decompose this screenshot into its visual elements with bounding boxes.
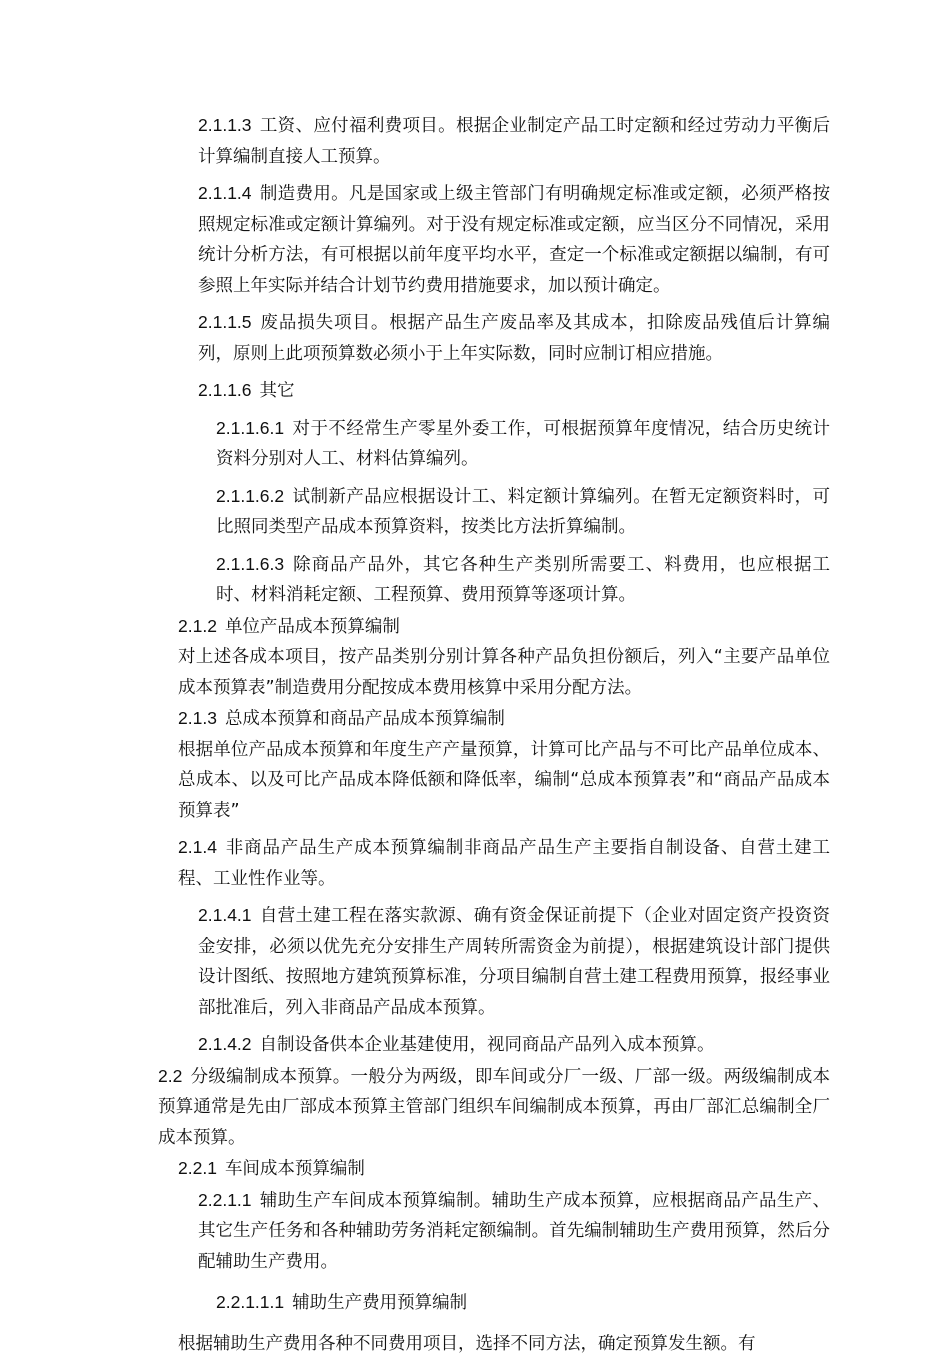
heading-text: 车间成本预算编制 [225,1159,365,1179]
paragraph-2-1-4 [140,832,830,894]
paragraph-text: 非商品产品生产成本预算编制非商品产品生产主要指自制设备、自营土建工程、工业性作业等。 [178,838,830,889]
section-number: 2.1.1.6.1 [216,418,284,438]
section-number: 2.1.4.2 [198,1034,252,1054]
paragraph-2-1-1-6-2 [140,481,830,543]
section-number: 2.1.1.6 [198,380,252,400]
paragraph-2-1-4-2 [140,1029,830,1061]
heading-text: 辅助生产费用预算编制 [292,1293,467,1313]
heading-2-1-1-6 [140,375,830,407]
section-number: 2.1.1.4 [198,183,252,203]
section-number: 2.1.2 [178,616,217,636]
heading-2-1-3 [140,703,830,735]
section-number: 2.2.1.1 [198,1190,252,1210]
paragraph-2-1-4-1 [140,900,830,1023]
paragraph-text: 除商品产品外，其它各种生产类别所需要工、料费用，也应根据工时、材料消耗定额、工程预算、费用预算等逐项计算。 [216,555,830,606]
paragraph-text: 制造费用。凡是国家或上级主管部门有明确规定标准或定额，必须严格按照规定标准或定额计算编列。对于没有规定标准或定额，应当区分不同情况，采用统计分析方法，有可根据以前年度平均水平，查定一个标准或定额据以编制，有可参照上年实际并结合计划节约费用措施要求，加以预计确定。 [198,184,830,296]
heading-text: 总成本预算和商品产品成本预算编制 [225,709,505,729]
paragraph-text: 废品损失项目。根据产品生产废品率及其成本，扣除废品残值后计算编列，原则上此项预算数必须小于上年实际数，同时应制订相应措施。 [198,313,830,364]
heading-text: 其它 [260,381,295,401]
section-number: 2.1.4 [178,837,217,857]
section-number: 2.1.1.6.3 [216,554,284,574]
paragraph-text: 根据单位产品成本预算和年度生产产量预算，计算可比产品与不可比产品单位成本、总成本、以及可比产品成本降低额和降低率，编制“总成本预算表”和“商品产品成本预算表” [178,740,830,821]
paragraph-2-1-1-5 [140,307,830,369]
heading-2-1-2 [140,611,830,643]
paragraph-2-1-1-6-1 [140,413,830,475]
paragraph-text: 对上述各成本项目，按产品类别分别计算各种产品负担份额后，列入“主要产品单位成本预算表”制造费用分配按成本费用核算中采用分配方法。 [178,647,830,698]
heading-text: 单位产品成本预算编制 [225,617,400,637]
paragraph-text: 试制新产品应根据设计工、料定额计算编列。在暂无定额资料时，可比照同类型产品成本预算资料，按类比方法折算编制。 [216,487,830,538]
heading-2-2-1-1-1 [140,1287,830,1319]
paragraph-2-2-1-1 [140,1185,830,1278]
section-number: 2.1.1.5 [198,312,252,332]
paragraph-2-2 [140,1061,830,1154]
heading-2-2-1 [140,1153,830,1185]
section-number: 2.2.1.1.1 [216,1292,284,1312]
paragraph-2-1-1-4 [140,178,830,301]
section-number: 2.1.1.6.2 [216,486,284,506]
paragraph-2-1-1-6-3 [140,549,830,611]
paragraph-text: 自营土建工程在落实款源、确有资金保证前提下（企业对固定资产投资资金安排，必须以优先充分安排生产周转所需资金为前提），根据建筑设计部门提供设计图纸、按照地方建筑预算标准，分项目编制自营土建工程费用预算，报经事业部批准后，列入非商品产品成本预算。 [198,906,830,1018]
paragraph-text: 对于不经常生产零星外委工作，可根据预算年度情况，结合历史统计资料分别对人工、材料估算编列。 [216,419,830,470]
section-number: 2.1.1.3 [198,115,252,135]
paragraph-2-1-1-3 [140,110,830,172]
section-number: 2.1.4.1 [198,905,252,925]
section-number: 2.2 [158,1066,182,1086]
paragraph-text: 辅助生产车间成本预算编制。辅助生产成本预算，应根据商品产品生产、其它生产任务和各种辅助劳务消耗定额编制。首先编制辅助生产费用预算，然后分配辅助生产费用。 [198,1191,830,1272]
paragraph-unit-cost [140,642,830,703]
paragraph-text: 自制设备供本企业基建使用，视同商品产品列入成本预算。 [260,1035,715,1055]
paragraph-text: 分级编制成本预算。一般分为两级，即车间或分厂一级、厂部一级。两级编制成本预算通常是先由厂部成本预算主管部门组织车间编制成本预算，再由厂部汇总编制全厂成本预算。 [158,1067,830,1148]
document-body [140,110,830,1359]
section-number: 2.2.1 [178,1158,217,1178]
paragraph-total-cost [140,735,830,827]
section-number: 2.1.3 [178,708,217,728]
paragraph-text: 根据辅助生产费用各种不同费用项目，选择不同方法，确定预算发生额。有 [178,1334,756,1354]
paragraph-text: 工资、应付福利费项目。根据企业制定产品工时定额和经过劳动力平衡后计算编制直接人工预算。 [198,116,830,167]
